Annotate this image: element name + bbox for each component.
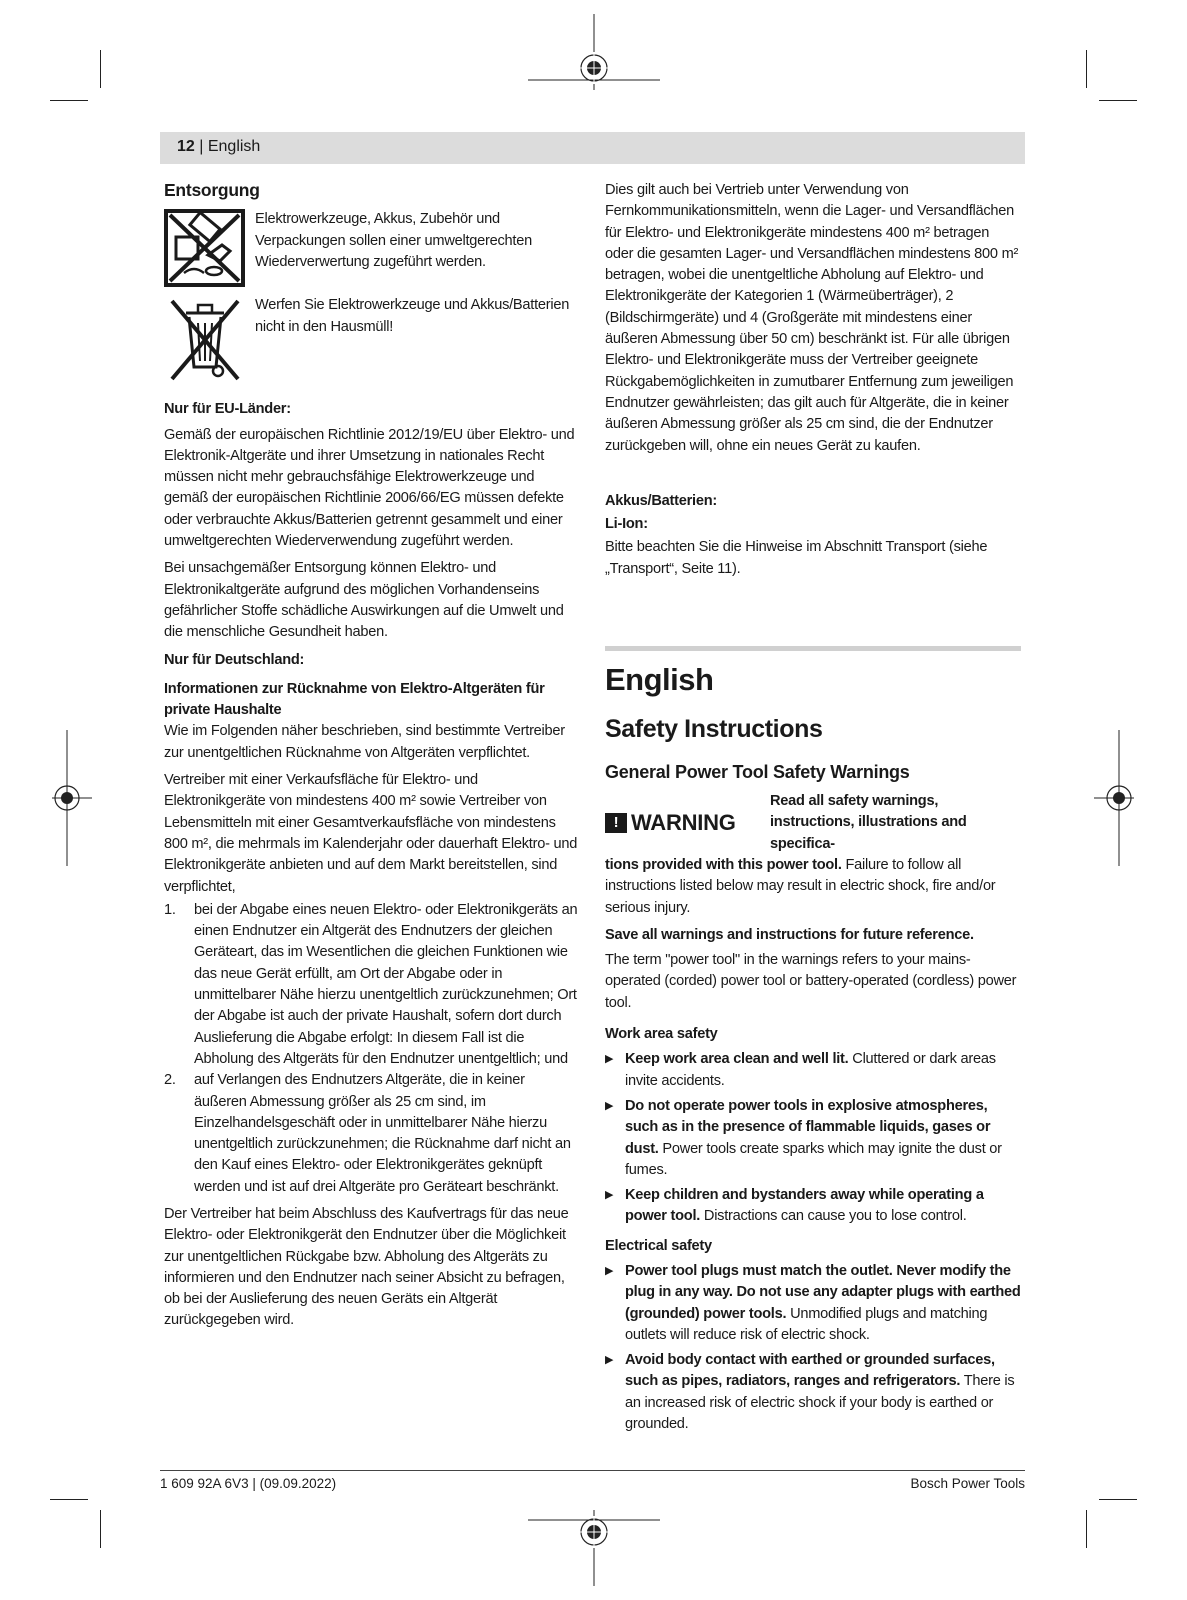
list-number: 1. xyxy=(164,901,176,918)
warning-bold-2: tions provided with this power tool. xyxy=(605,856,842,873)
work-area-heading: Work area safety xyxy=(605,1026,718,1043)
warning-text: Failure to follow all instructions listed below may result in electric shock, fire and/or serious injury. xyxy=(605,856,996,916)
akkus-paragraph: Bitte beachten Sie die Hinweise im Abschnitt Transport (siehe „Transport“, Seite 11). xyxy=(605,539,988,577)
save-warnings-heading: Save all warnings and instructions for future reference. xyxy=(605,926,974,943)
warning-triangle-icon: ! xyxy=(605,813,627,833)
info-heading: Informationen zur Rücknahme von Elektro-Altgeräten für private Haushalte xyxy=(164,680,545,719)
info-paragraph-3: Der Vertreiber hat beim Abschluss des Kaufvertrags für das neue Elektro- oder Elektronikgerät den Endnutzer über die Möglichkeit zur unentgeltlichen Rückgabe bzw. Abholung des Altgeräts zu informieren und den Endnutzer nach seiner Absicht zu befragen, ob bei der Auslieferung des neuen Geräts ein Altgerät zurückgegeben wird. xyxy=(164,1205,569,1329)
entsorgung-heading: Entsorgung xyxy=(164,180,260,200)
general-warnings-heading: General Power Tool Safety Warnings xyxy=(605,762,910,783)
left-column xyxy=(164,180,580,1338)
distance-sales-paragraph: Dies gilt auch bei Vertrieb unter Verwendung von Fernkommunikationsmitteln, wenn die Lager- und Versandflächen für Elektro- und Elektronikgeräte mindestens 400 m² betragen oder die gesamten Lager- und Versandflächen mindestens 800 m² betragen, wobei die unentgeltliche Abholung auf Elektro- und Elektronikgeräte der Kategorien 1 (Wärmeüberträger), 2 (Bildschirmgeräte) und 4 (Großgeräte mit mindestens einer äußeren Abmessung über 50 cm) beschränkt ist. Für alle übrigen Elektro- und Elektronikgeräte muss der Vertreiber geeignete Rückgabemöglichkeiten in zumutbarer Entfernung zum jeweiligen Endnutzer gewährleisten; das gilt auch für Altgeräte, die in keiner äußeren Abmessung größer als 25 cm sind, die der Endnutzer zurückgeben will, ohne ein neues Gerät zu kaufen. xyxy=(605,182,1019,454)
registration-mark-bottom xyxy=(528,1510,660,1586)
eu-paragraph-2: Bei unsachgemäßer Entsorgung können Elektro- und Elektronikaltgeräte aufgrund des möglichen Vorhandenseins gefährlicher Stoffe schädliche Auswirkungen auf die Umwelt und die menschliche Gesundheit haben. xyxy=(164,560,564,641)
bullet-text: There is an increased risk of electric shock if your body is earthed or grounded. xyxy=(625,1373,1015,1433)
list-item xyxy=(164,900,580,1070)
crop-mark xyxy=(1086,1510,1087,1548)
bin-note xyxy=(164,295,580,383)
footer-rule xyxy=(160,1470,1025,1471)
recycling-note xyxy=(164,209,580,287)
warning-word: WARNING xyxy=(631,809,736,835)
crop-mark xyxy=(1099,100,1137,101)
recycling-disposal-icon xyxy=(164,209,245,287)
list-item xyxy=(164,1070,580,1198)
bin-text: Werfen Sie Elektrowerkzeuge und Akkus/Batterien nicht in den Hausmüll! xyxy=(255,297,570,335)
warning-label xyxy=(605,791,760,855)
arrow-icon: ▶ xyxy=(605,1354,614,1367)
info-paragraph-1: Wie im Folgenden näher beschrieben, sind bestimmte Vertreiber zur unentgeltlichen Rücknahme von Altgeräten verpflichtet. xyxy=(164,723,565,761)
bullet-bold: Power tool plugs must match the outlet. Never modify the plug in any way. Do not use any adapter plugs with earthed (grounded) power tools. xyxy=(625,1262,1021,1322)
page-header xyxy=(177,138,260,156)
list-item xyxy=(605,1185,1021,1228)
crop-mark xyxy=(1099,1499,1137,1500)
eu-paragraph-1: Gemäß der europäischen Richtlinie 2012/19/EU über Elektro- und Elektronik-Altgeräte und ihrer Umsetzung in nationales Recht müssen nicht mehr gebrauchsfähige Elektrowerkzeuge und gemäß der europäischen Richtlinie 2006/66/EG müssen defekte oder verbrauchte Akkus/Batterien getrennt gesammelt und einer umweltgerechten Wiederverwendung zugeführt werden. xyxy=(164,426,575,550)
recycling-text: Elektrowerkzeuge, Akkus, Zubehör und Verpackungen sollen einer umweltgerechten Wiederverwertung zugeführt werden. xyxy=(255,211,532,270)
arrow-icon: ▶ xyxy=(605,1099,614,1112)
term-paragraph: The term "power tool" in the warnings refers to your mains-operated (corded) power tool or battery-operated (cordless) power tool. xyxy=(605,952,1017,1011)
language-heading: English xyxy=(605,662,714,698)
obligation-list xyxy=(164,900,580,1198)
registration-mark-top xyxy=(528,14,660,90)
list-text: auf Verlangen des Endnutzers Altgeräte, die in keiner äußeren Abmessung größer als 25 cm sind, im Einzelhandelsgeschäft oder in unmittelbarer Nähe hierzu unentgeltlich zurückzunehmen; die Rücknahme darf nicht an den Kauf eines Elektro- oder Elektronikgerätes geknüpft werden und ist auf drei Altgeräte pro Geräteart beschränkt. xyxy=(194,1072,571,1195)
bullet-text: Power tools create sparks which may ignite the dust or fumes. xyxy=(625,1140,1002,1178)
bullet-text: Unmodified plugs and matching outlets will reduce risk of electric shock. xyxy=(625,1305,988,1343)
page-number: 12 xyxy=(177,138,195,155)
arrow-icon: ▶ xyxy=(605,1264,614,1277)
list-text: bei der Abgabe eines neuen Elektro- oder Elektronikgeräts an einen Endnutzer ein Altgerät des Endnutzers der gleichen Geräteart, das im Wesentlichen die gleichen Funktionen wie das neue Gerät erfüllt, am Ort der Abgabe oder in unmittelbarer Nähe hierzu unentgeltlich zurückzunehmen; Ort der Abgabe ist auch der private Haushalt, sofern dort durch Auslieferung die Abgabe erfolgt: In diesem Fall ist die Abholung des Altgeräts für den Endnutzer unentgeltlich; und xyxy=(194,901,578,1067)
eu-heading: Nur für EU-Länder: xyxy=(164,401,291,418)
crop-mark xyxy=(100,1510,101,1548)
section-divider xyxy=(605,646,1021,651)
header-language: English xyxy=(207,138,261,155)
bullet-bold: Keep children and bystanders away while operating a power tool. xyxy=(625,1187,984,1225)
crop-mark xyxy=(1086,50,1087,88)
footer-doc-id: 1 609 92A 6V3 | (09.09.2022) xyxy=(160,1476,337,1491)
crop-mark xyxy=(50,1499,88,1500)
bullet-text: Cluttered or dark areas invite accidents. xyxy=(625,1051,996,1089)
warning-bold-1: Read all safety warnings, instructions, illustrations and specifica- xyxy=(770,793,967,852)
de-heading: Nur für Deutschland: xyxy=(164,651,305,668)
warning-block xyxy=(605,791,1021,855)
crop-mark xyxy=(100,50,101,88)
crossed-bin-icon xyxy=(164,295,245,383)
info-paragraph-2: Vertreiber mit einer Verkaufsfläche für Elektro- und Elektronikgeräte von mindestens 400 m² sowie Vertreiber von Lebensmitteln mit einer Gesamtverkaufsfläche von mindestens 800 m², die mehrmals im Kalenderjahr oder dauerhaft Elektro- und Elektronikgeräte anbieten und auf dem Markt bereitstellen, sind verpflichtet, xyxy=(164,772,578,895)
registration-mark-left xyxy=(52,730,92,866)
crop-mark xyxy=(50,100,88,101)
bullet-text: Distractions can cause you to lose control. xyxy=(700,1208,967,1225)
bullet-bold: Avoid body contact with earthed or grounded surfaces, such as pipes, radiators, ranges and refrigerators. xyxy=(625,1352,995,1390)
right-column xyxy=(605,180,1021,1439)
list-item xyxy=(605,1049,1021,1092)
electrical-heading: Electrical safety xyxy=(605,1237,712,1254)
list-item xyxy=(605,1096,1021,1181)
bullet-bold: Keep work area clean and well lit. xyxy=(625,1051,849,1068)
header-bar xyxy=(160,132,1025,164)
akkus-heading: Akkus/Batterien: xyxy=(605,492,717,509)
registration-mark-right xyxy=(1094,730,1134,866)
list-item xyxy=(605,1350,1021,1435)
bullet-bold: Do not operate power tools in explosive atmospheres, such as in the presence of flammable liquids, gases or dust. xyxy=(625,1097,991,1157)
header-separator: | xyxy=(194,138,208,155)
list-item xyxy=(605,1261,1021,1346)
liion-heading: Li-Ion: xyxy=(605,516,648,533)
safety-heading: Safety Instructions xyxy=(605,715,823,744)
arrow-icon: ▶ xyxy=(605,1053,614,1066)
footer-brand: Bosch Power Tools xyxy=(910,1476,1025,1491)
list-number: 2. xyxy=(164,1072,176,1089)
arrow-icon: ▶ xyxy=(605,1189,614,1202)
